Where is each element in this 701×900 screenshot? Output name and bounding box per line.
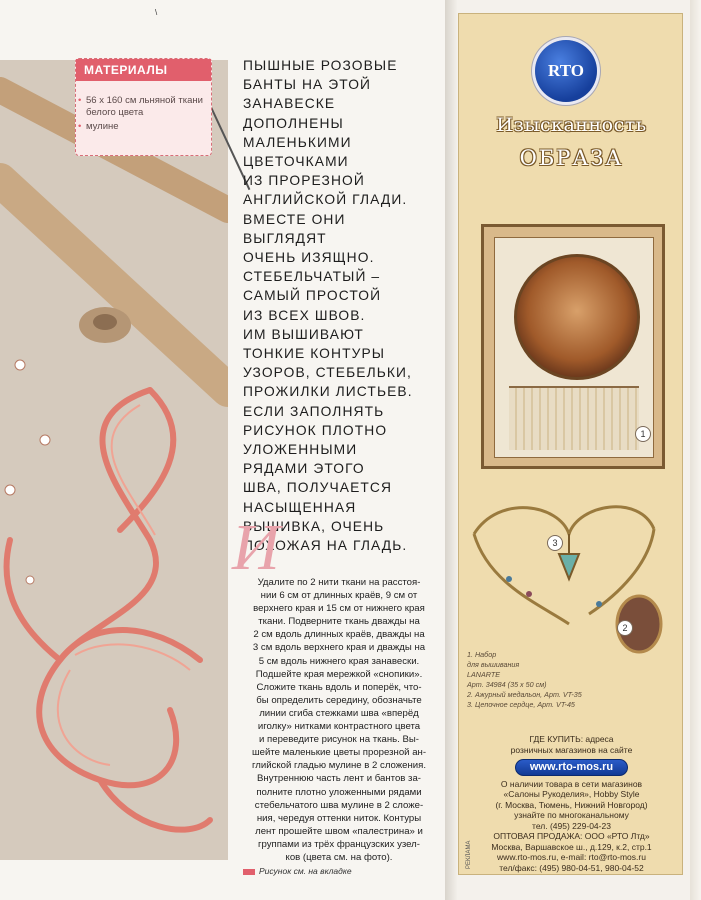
intro-line: ЕСЛИ ЗАПОЛНЯТЬ [243, 403, 385, 419]
intro-line: НАСЫЩЕННАЯ [243, 499, 357, 515]
info-line: Москва, Варшавское ш., д.129, к.2, стр.1 [491, 841, 652, 852]
info-line: (г. Москва, Тюмень, Нижний Новгород) [495, 799, 648, 810]
intro-line: УЛОЖЕННЫМИ [243, 442, 358, 458]
intro-line: СТЕБЕЛЬЧАТЫЙ – [243, 269, 381, 285]
item-badge: 3 [547, 535, 563, 551]
page-marker: \ [155, 8, 158, 17]
intro-line: ИЗ ПРОРЕЗНОЙ [243, 173, 365, 189]
intro-line: ВЫШИВКА, ОЧЕНЬ [243, 518, 385, 534]
ad-title-line1: Изысканность [496, 114, 647, 136]
intro-line: ПЫШНЫЕ РОЗОВЫЕ [243, 58, 398, 73]
legend-line: 1. Набор [467, 650, 497, 659]
intro-text [243, 56, 433, 555]
body-line: группами из трёх французских узел- [258, 838, 420, 850]
embroidered-curtain-image [0, 60, 228, 860]
info-line: www.rto-mos.ru, e-mail: rto@rto-mos.ru [497, 852, 646, 862]
materials-box [75, 58, 212, 156]
body-line: ков (цвета см. на фото). [285, 851, 393, 863]
where-to-buy [459, 734, 684, 873]
buy-line: ГДЕ КУПИТЬ: адреса [529, 734, 614, 744]
jewelry-image [469, 494, 669, 654]
legend-line: LANARTE [467, 670, 501, 679]
body-line: 3 см вдоль верхнего края и дважды на [252, 642, 426, 654]
materials-title: МАТЕРИАЛЫ [76, 59, 211, 81]
instructions-text [243, 576, 435, 864]
legend-line: Арт. 34984 (35 х 50 см) [467, 680, 547, 689]
item-badge: 1 [635, 426, 651, 442]
pattern-footnote [243, 866, 352, 876]
intro-line: ИМ ВЫШИВАЮТ [243, 326, 364, 342]
materials-list [78, 95, 211, 135]
body-line: линии сгиба стежками шва «вперёд [259, 707, 419, 719]
body-line: Удалите по 2 нити ткани на расстоя- [257, 577, 421, 588]
body-line: бы определить середину, обозначьте [256, 694, 422, 706]
materials-item: • мулине [78, 121, 211, 133]
ad-title-line2: ОБРАЗА [519, 146, 624, 170]
body-line: шейте маленькие цветы прорезной ан- [251, 747, 427, 759]
drop-cap: И [232, 511, 280, 584]
intro-line: ПОХОЖАЯ НА ГЛАДЬ. [243, 538, 408, 554]
rto-advertisement [458, 13, 683, 875]
footnote-marker [243, 869, 255, 875]
intro-line: ДОПОЛНЕНЫ [243, 115, 344, 131]
intro-line: ПРОЖИЛКИ ЛИСТЬЕВ. [243, 384, 413, 400]
art-canvas [494, 237, 654, 458]
info-line: тел/факс: (495) 980-04-51, 980-04-52 [499, 862, 644, 873]
body-line: 2 см вдоль длинных краёв, дважды на [253, 629, 425, 641]
legend-line: 3. Цепочное сердце, Арт. VT-45 [467, 700, 575, 709]
body-line: ткани. Подверните ткань дважды на [258, 616, 420, 628]
body-line: верхнего края и 15 см от нижнего края [253, 603, 425, 615]
body-line: ния, чередуя оттенки ниток. Контуры [256, 812, 422, 824]
intro-line: АНГЛИЙСКОЙ ГЛАДИ. [243, 192, 408, 208]
body-line: Внутреннюю часть лент и бантов за- [257, 773, 421, 785]
intro-line: ЗАНАВЕСКЕ [243, 96, 336, 112]
intro-line: САМЫЙ ПРОСТОЙ [243, 288, 382, 304]
intro-line: БАНТЫ НА ЭТОЙ [243, 77, 372, 93]
body-line: стебельчатого шва мулине в 2 сложе- [254, 799, 424, 811]
page-edge [690, 0, 701, 900]
info-line: тел. (495) 229-04-23 [532, 820, 611, 831]
body-line: иголку» нитками контрастного цвета [257, 721, 421, 733]
info-line: О наличии товара в сети магазинов [500, 778, 643, 789]
portrait-circle [514, 254, 640, 380]
footnote-text: Рисунок см. на вкладке [259, 866, 352, 876]
materials-item: • 56 х 160 см льняной ткани белого цвета [78, 95, 211, 119]
intro-line: РЯДАМИ ЭТОГО [243, 461, 365, 477]
intro-line: ВМЕСТЕ ОНИ ВЫГЛЯДЯТ [243, 211, 346, 246]
intro-line: ШВА, ПОЛУЧАЕТСЯ [243, 480, 393, 496]
product-legend [467, 650, 597, 710]
advertisement-label: РЕКЛАМА [466, 840, 472, 869]
body-line: Сложите ткань вдоль и поперёк, что- [256, 681, 422, 693]
rto-logo: RTO [535, 40, 597, 102]
intro-line: ЦВЕТОЧКАМИ [243, 154, 349, 170]
page-gutter [445, 0, 457, 900]
buy-line: розничных магазинов на сайте [510, 744, 633, 755]
intro-line: МАЛЕНЬКИМИ [243, 134, 352, 150]
art-ornament [509, 386, 639, 450]
body-line: Подшейте края мережкой «снопики». [255, 668, 423, 680]
intro-line: ИЗ ВСЕХ ШВОВ. [243, 307, 366, 323]
legend-line: 2. Ажурный медальон, Арт. VT-35 [467, 690, 582, 699]
body-line: полните плотно уложенными рядами [256, 786, 422, 798]
intro-line: РИСУНОК ПЛОТНО [243, 422, 388, 438]
intro-line: УЗОРОВ, СТЕБЕЛЬКИ, [243, 365, 412, 381]
body-line: глийской гладью мулине в 2 сложения. [251, 760, 427, 772]
item-badge: 2 [617, 620, 633, 636]
intro-line: ОЧЕНЬ ИЗЯЩНО. [243, 250, 375, 266]
body-line: и переведите рисунок на ткань. Вы- [259, 734, 419, 746]
body-line: лент прошейте швом «палестрина» и [255, 825, 423, 837]
body-line: 5 см вдоль нижнего края занавески. [258, 655, 420, 667]
info-line: «Салоны Рукоделия», Hobby Style [503, 789, 640, 799]
info-line: узнайте по многоканальному [514, 810, 629, 820]
website-link[interactable]: www.rto-mos.ru [515, 759, 628, 776]
info-line: ОПТОВАЯ ПРОДАЖА: ООО «РТО Лтд» [493, 831, 650, 841]
legend-line: для вышивания [467, 660, 520, 669]
embroidery-photo [0, 60, 228, 860]
body-line: нии 6 см от длинных краёв, 9 см от [260, 590, 418, 602]
intro-line: ТОНКИЕ КОНТУРЫ [243, 346, 386, 362]
